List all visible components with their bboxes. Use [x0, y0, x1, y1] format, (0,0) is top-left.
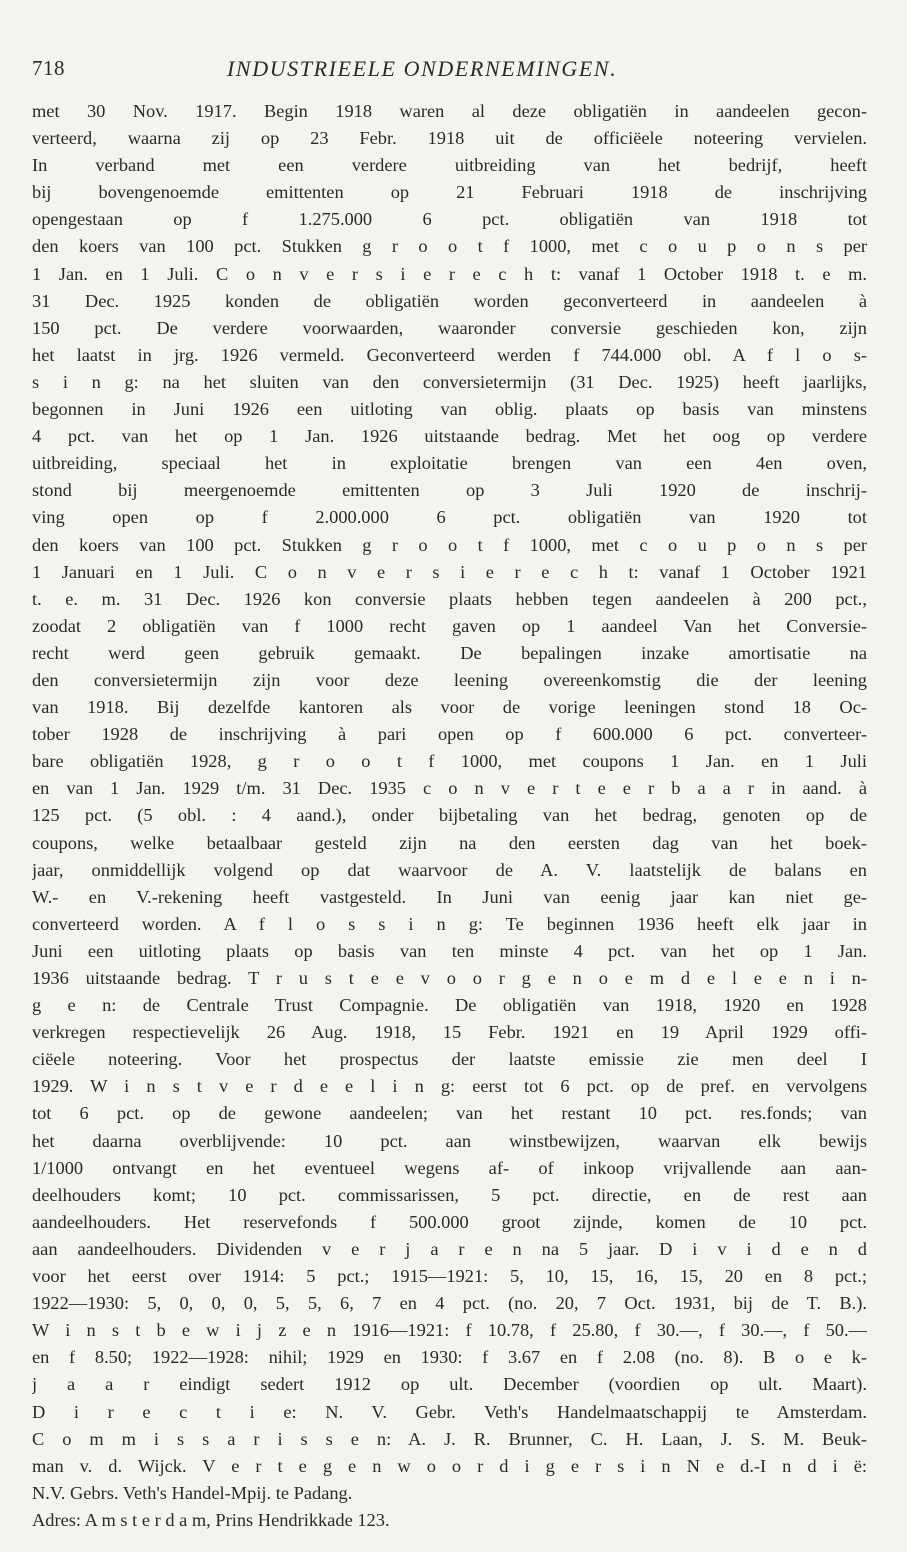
text-line: 1929. W i n s t v e r d e e l i n g: eerst tot 6 pct. op de pref. en vervolgens: [32, 1076, 867, 1097]
text-line: en van 1 Jan. 1929 t/m. 31 Dec. 1935 c o n v e r t e e r b a a r in aand. à: [32, 778, 867, 799]
text-line: verkregen respectievelijk 26 Aug. 1918, 15 Febr. 1921 en 19 April 1929 offi-: [32, 1022, 867, 1043]
text-line: bare obligatiën 1928, g r o o t f 1000, met coupons 1 Jan. en 1 Juli: [32, 751, 867, 772]
text-line: aan aandeelhouders. Dividenden v e r j a r e n na 5 jaar. D i v i d e n d: [32, 1238, 867, 1259]
text-line: ciëele noteering. Voor het prospectus der laatste emissie zie men deel I: [32, 1049, 867, 1070]
text-line: ving open op f 2.000.000 6 pct. obligatiën van 1920 tot: [32, 507, 867, 528]
text-line: jaar, onmiddellijk volgend op dat waarvoor de A. V. laatstelijk de balans en: [32, 859, 867, 880]
text-line: deelhouders komt; 10 pct. commissarissen, 5 pct. directie, en de rest aan: [32, 1184, 867, 1205]
text-line: s i n g: na het sluiten van den conversietermijn (31 Dec. 1925) heeft jaarlijks,: [32, 371, 867, 392]
text-line: 1922—1930: 5, 0, 0, 0, 5, 5, 6, 7 en 4 pct. (no. 20, 7 Oct. 1931, bij de T. B.).: [32, 1293, 867, 1314]
text-line: coupons, welke betaalbaar gesteld zijn na den eersten dag van het boek-: [32, 832, 867, 853]
text-line: voor het eerst over 1914: 5 pct.; 1915—1921: 5, 10, 15, 16, 15, 20 en 8 pct.;: [32, 1266, 867, 1287]
text-line: 4 pct. van het op 1 Jan. 1926 uitstaande bedrag. Met het oog op verdere: [32, 426, 867, 447]
text-line: 125 pct. (5 obl. : 4 aand.), onder bijbetaling van het bedrag, genoten op de: [32, 805, 867, 826]
text-line: aandeelhouders. Het reservefonds f 500.000 groot zijnde, komen de 10 pct.: [32, 1211, 867, 1232]
text-line: W.- en V.-rekening heeft vastgesteld. In Juni van eenig jaar kan niet ge-: [32, 886, 867, 907]
text-line: 31 Dec. 1925 konden de obligatiën worden geconverteerd in aandeelen à: [32, 290, 867, 311]
text-line: 1/1000 ontvangt en het eventueel wegens af- of inkoop vrijvallende aan aan-: [32, 1157, 867, 1178]
text-line: bij bovengenoemde emittenten op 21 Februari 1918 de inschrijving: [32, 182, 867, 203]
text-line: t. e. m. 31 Dec. 1926 kon conversie plaats hebben tegen aandeelen à 200 pct.,: [32, 588, 867, 609]
text-line: uitbreiding, speciaal het in exploitatie brengen van een 4en oven,: [32, 453, 867, 474]
text-line: den conversietermijn zijn voor deze leening overeenkomstig die der leening: [32, 669, 867, 690]
text-line: het daarna overblijvende: 10 pct. aan winstbewijzen, waarvan elk bewijs: [32, 1130, 867, 1151]
text-line: Juni een uitloting plaats op basis van ten minste 4 pct. van het op 1 Jan.: [32, 940, 867, 961]
text-line: g e n: de Centrale Trust Compagnie. De obligatiën van 1918, 1920 en 1928: [32, 995, 867, 1016]
text-line: 1 Jan. en 1 Juli. C o n v e r s i e r e c h t: vanaf 1 October 1918 t. e m.: [32, 263, 867, 284]
text-line: het laatst in jrg. 1926 vermeld. Geconverteerd werden f 744.000 obl. A f l o s-: [32, 344, 867, 365]
text-line: 150 pct. De verdere voorwaarden, waaronder conversie geschieden kon, zijn: [32, 317, 867, 338]
text-line: met 30 Nov. 1917. Begin 1918 waren al deze obligatiën in aandeelen gecon-: [32, 101, 867, 121]
text-line: tot 6 pct. op de gewone aandeelen; van het restant 10 pct. res.fonds; van: [32, 1103, 867, 1124]
address-line: Adres: A m s t e r d a m, Prins Hendrikkade 123.: [32, 1509, 390, 1530]
text-line: stond bij meergenoemde emittenten op 3 Juli 1920 de inschrij-: [32, 480, 867, 501]
text-line: 1 Januari en 1 Juli. C o n v e r s i e r e c h t: vanaf 1 October 1921: [32, 561, 867, 582]
text-line: en f 8.50; 1922—1928: nihil; 1929 en 1930: f 3.67 en f 2.08 (no. 8). B o e k-: [32, 1347, 867, 1368]
text-line: verteerd, waarna zij op 23 Febr. 1918 uit de officiëele noteering vervielen.: [32, 128, 867, 149]
text-line: recht werd geen gebruik gemaakt. De bepalingen inzake amortisatie na: [32, 642, 867, 663]
text-line: man v. d. Wijck. V e r t e g e n w o o r d i g e r s i n N e d.-I n d i ë:: [32, 1455, 867, 1476]
page-number: 718: [32, 56, 65, 80]
text-line: begonnen in Juni 1926 een uitloting van oblig. plaats op basis van minstens: [32, 399, 867, 420]
text-line: converteerd worden. A f l o s s i n g: Te beginnen 1936 heeft elk jaar in: [32, 913, 867, 934]
text-line: den koers van 100 pct. Stukken g r o o t f 1000, met c o u p o n s per: [32, 236, 867, 257]
text-line: tober 1928 de inschrijving à pari open op f 600.000 6 pct. converteer-: [32, 724, 867, 745]
text-line: N.V. Gebrs. Veth's Handel-Mpij. te Padang.: [32, 1482, 353, 1503]
text-line: van 1918. Bij dezelfde kantoren als voor de vorige leeningen stond 18 Oc-: [32, 697, 867, 718]
text-line: den koers van 100 pct. Stukken g r o o t f 1000, met c o u p o n s per: [32, 534, 867, 555]
running-head: [32, 56, 867, 90]
text-line: 1936 uitstaande bedrag. T r u s t e e v o o r g e n o e m d e l e e n i n-: [32, 968, 867, 988]
text-line: In verband met een verdere uitbreiding van het bedrijf, heeft: [32, 155, 867, 176]
text-line: j a a r eindigt sedert 1912 op ult. December (voordien op ult. Maart).: [32, 1374, 867, 1395]
text-line: zoodat 2 obligatiën van f 1000 recht gaven op 1 aandeel Van het Conversie-: [32, 615, 867, 636]
text-line: opengestaan op f 1.275.000 6 pct. obligatiën van 1918 tot: [32, 209, 867, 230]
text-line: W i n s t b e w i j z e n 1916—1921: f 10.78, f 25.80, f 30.—, f 30.—, f 50.—: [32, 1320, 867, 1341]
text-line: D i r e c t i e: N. V. Gebr. Veth's Handelmaatschappij te Amsterdam.: [32, 1401, 867, 1422]
running-title: INDUSTRIEELE ONDERNEMINGEN.: [227, 56, 618, 81]
text-line: C o m m i s s a r i s s e n: A. J. R. Brunner, C. H. Laan, J. S. M. Beuk-: [32, 1428, 867, 1449]
body-text: [32, 98, 867, 1534]
